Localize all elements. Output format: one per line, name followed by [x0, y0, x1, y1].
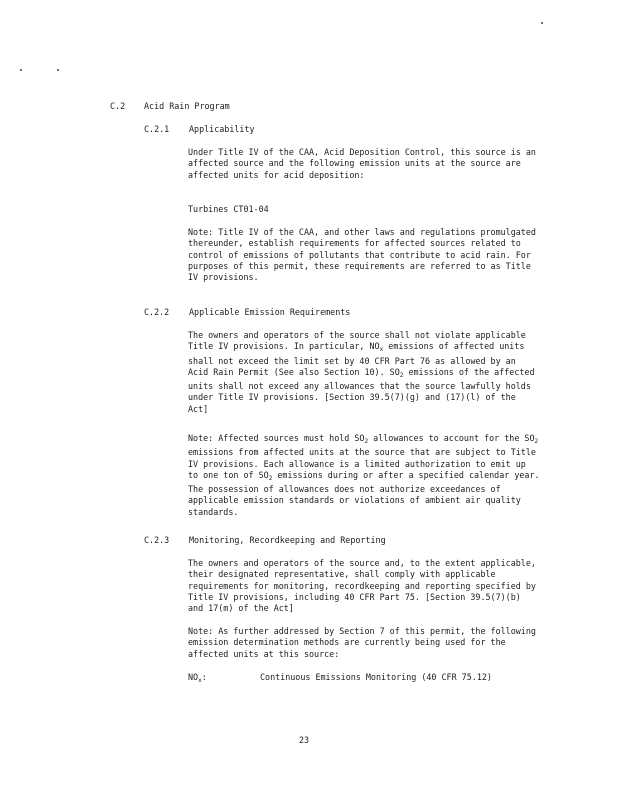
subscript: 2: [364, 438, 369, 445]
scan-speck: [20, 69, 22, 71]
paragraph: Turbines CT01-04: [188, 204, 269, 214]
pollutant-label: [188, 672, 207, 686]
text-run: emissions of the affected units shall not exceed any allowances that the source lawfully holds under Title IV provisions. [Section 39.5(7)(g) and (17)(l) of the Act]: [188, 366, 535, 414]
paragraph: Note: As further addressed by Section 7 of this permit, the following emission determination methods are currently being used for the affected units at this source:: [188, 626, 536, 659]
subsection-title: Applicable Emission Requirements: [189, 307, 351, 317]
subsection-title: Monitoring, Recordkeeping and Reporting: [189, 535, 386, 545]
scan-speck: [541, 22, 543, 24]
section-number: C.2: [110, 101, 126, 111]
text-run: :: [201, 672, 207, 682]
subscript: 2: [534, 438, 539, 445]
paragraph: Note: Title IV of the CAA, and other laws and regulations promulgated thereunder, establish requirements for affected sources related to control of emissions of pollutants that contribute to acid rain. For purposes of this permit, these requirements are referred to as Title IV provisions.: [188, 227, 536, 283]
subscript: x: [198, 677, 202, 684]
section-title: Acid Rain Program: [144, 101, 230, 111]
subscript: 2: [268, 474, 273, 482]
scan-speck: [57, 69, 59, 71]
subsection-title: Applicability: [189, 124, 255, 134]
monitoring-method: Continuous Emissions Monitoring (40 CFR 75.12): [260, 672, 492, 682]
text-run: allowances to account for the SO: [368, 433, 535, 443]
paragraph: [188, 433, 540, 518]
subscript: x: [379, 346, 384, 354]
text-run: emissions during or after a specified calendar year. The possession of allowances does not authorize exceedances of applicable emission standards or violations of ambient air quality standards.: [188, 469, 540, 517]
subsection-number: C.2.1: [144, 124, 170, 134]
text-run: The owners and operators of the source shall not violate applicable Title IV provisions. In particular, NO: [188, 330, 526, 352]
text-run: Note: Affected sources must hold SO: [188, 433, 365, 443]
paragraph: Under Title IV of the CAA, Acid Deposition Control, this source is an affected source and the following emission units at the source are affected units for acid deposition:: [188, 147, 536, 180]
page-number: 23: [299, 735, 310, 745]
subsection-number: C.2.2: [144, 307, 170, 317]
text-run: emissions from affected units at the source that are subject to Title IV provisions. Each allowance is a limited authorization to emit up to one ton of SO: [188, 447, 536, 480]
paragraph: The owners and operators of the source and, to the extent applicable, their designated representative, shall comply with applicable requirements for monitoring, recordkeeping and reporting specified by Title IV provisions, including 40 CFR Part 75. [Section 39.5(7)(b) and 17(m) of the Act]: [188, 558, 536, 614]
subsection-number: C.2.3: [144, 535, 170, 545]
paragraph: [188, 330, 540, 415]
subscript: 2: [399, 371, 404, 379]
text-run: emissions of affected units shall not exceed the limit set by 40 CFR Part 76 as allowed by an Acid Rain Permit (See also Section 10). SO: [188, 341, 525, 377]
text-run: NO: [188, 672, 199, 682]
